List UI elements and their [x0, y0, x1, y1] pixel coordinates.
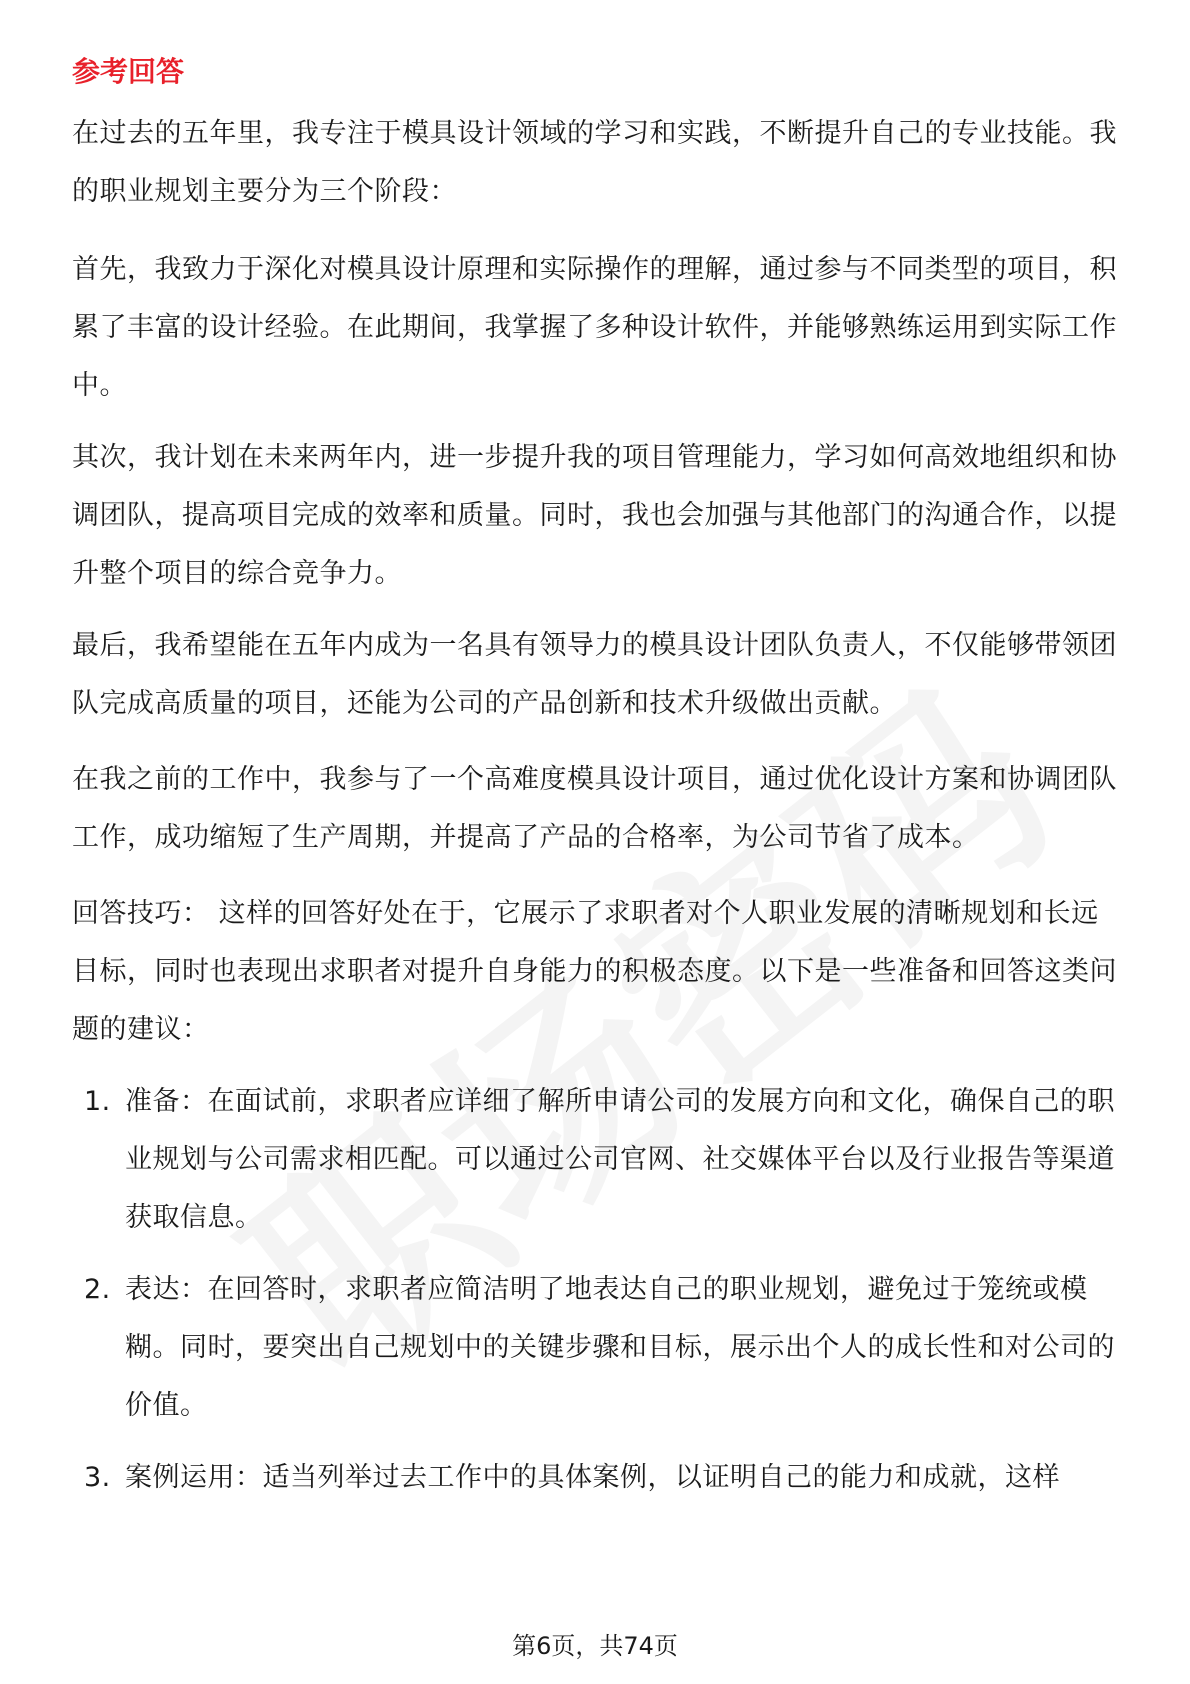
- list-item-text: 准备：在面试前，求职者应详细了解所申请公司的发展方向和文化，确保自己的职业规划与公司需求相匹配。可以通过公司官网、社交媒体平台以及行业报告等渠道获取信息。: [125, 1086, 1115, 1233]
- list-item-number: 1.: [84, 1086, 111, 1117]
- list-item: [84, 1073, 1124, 1247]
- paragraph-first-stage: 首先，我致力于深化对模具设计原理和实际操作的理解，通过参与不同类型的项目，积累了丰富的设计经验。在此期间，我掌握了多种设计软件，并能够熟练运用到实际工作中。: [72, 254, 1117, 401]
- paragraph-past-work: 在我之前的工作中，我参与了一个高难度模具设计项目，通过优化设计方案和协调团队工作，成功缩短了生产周期，并提高了产品的合格率，为公司节省了成本。: [72, 764, 1117, 853]
- section-heading: 参考回答: [72, 55, 185, 88]
- paragraph-tips: 回答技巧： 这样的回答好处在于，它展示了求职者对个人职业发展的清晰规划和长远目标，同时也表现出求职者对提升自身能力的积极态度。以下是一些准备和回答这类问题的建议：: [72, 898, 1117, 1045]
- paragraph-third-stage: 最后，我希望能在五年内成为一名具有领导力的模具设计团队负责人，不仅能够带领团队完成高质量的项目，还能为公司的产品创新和技术升级做出贡献。: [72, 630, 1117, 719]
- list-item-number: 3.: [84, 1462, 111, 1493]
- paragraph-second-stage: 其次，我计划在未来两年内，进一步提升我的项目管理能力，学习如何高效地组织和协调团队，提高项目完成的效率和质量。同时，我也会加强与其他部门的沟通合作，以提升整个项目的综合竞争力。: [72, 442, 1117, 589]
- list-item: [84, 1261, 1124, 1435]
- list-item-text: 案例运用：适当列举过去工作中的具体案例，以证明自己的能力和成就，这样: [125, 1462, 1060, 1493]
- list-item-number: 2.: [84, 1274, 111, 1305]
- list-item-text: 表达：在回答时，求职者应简洁明了地表达自己的职业规划，避免过于笼统或模糊。同时，要突出自己规划中的关键步骤和目标，展示出个人的成长性和对公司的价值。: [125, 1274, 1115, 1421]
- page-number-footer: 第6页，共74页: [512, 1632, 678, 1660]
- list-item: [84, 1449, 1124, 1507]
- paragraph-intro: 在过去的五年里，我专注于模具设计领域的学习和实践，不断提升自己的专业技能。我的职业规划主要分为三个阶段：: [72, 118, 1117, 207]
